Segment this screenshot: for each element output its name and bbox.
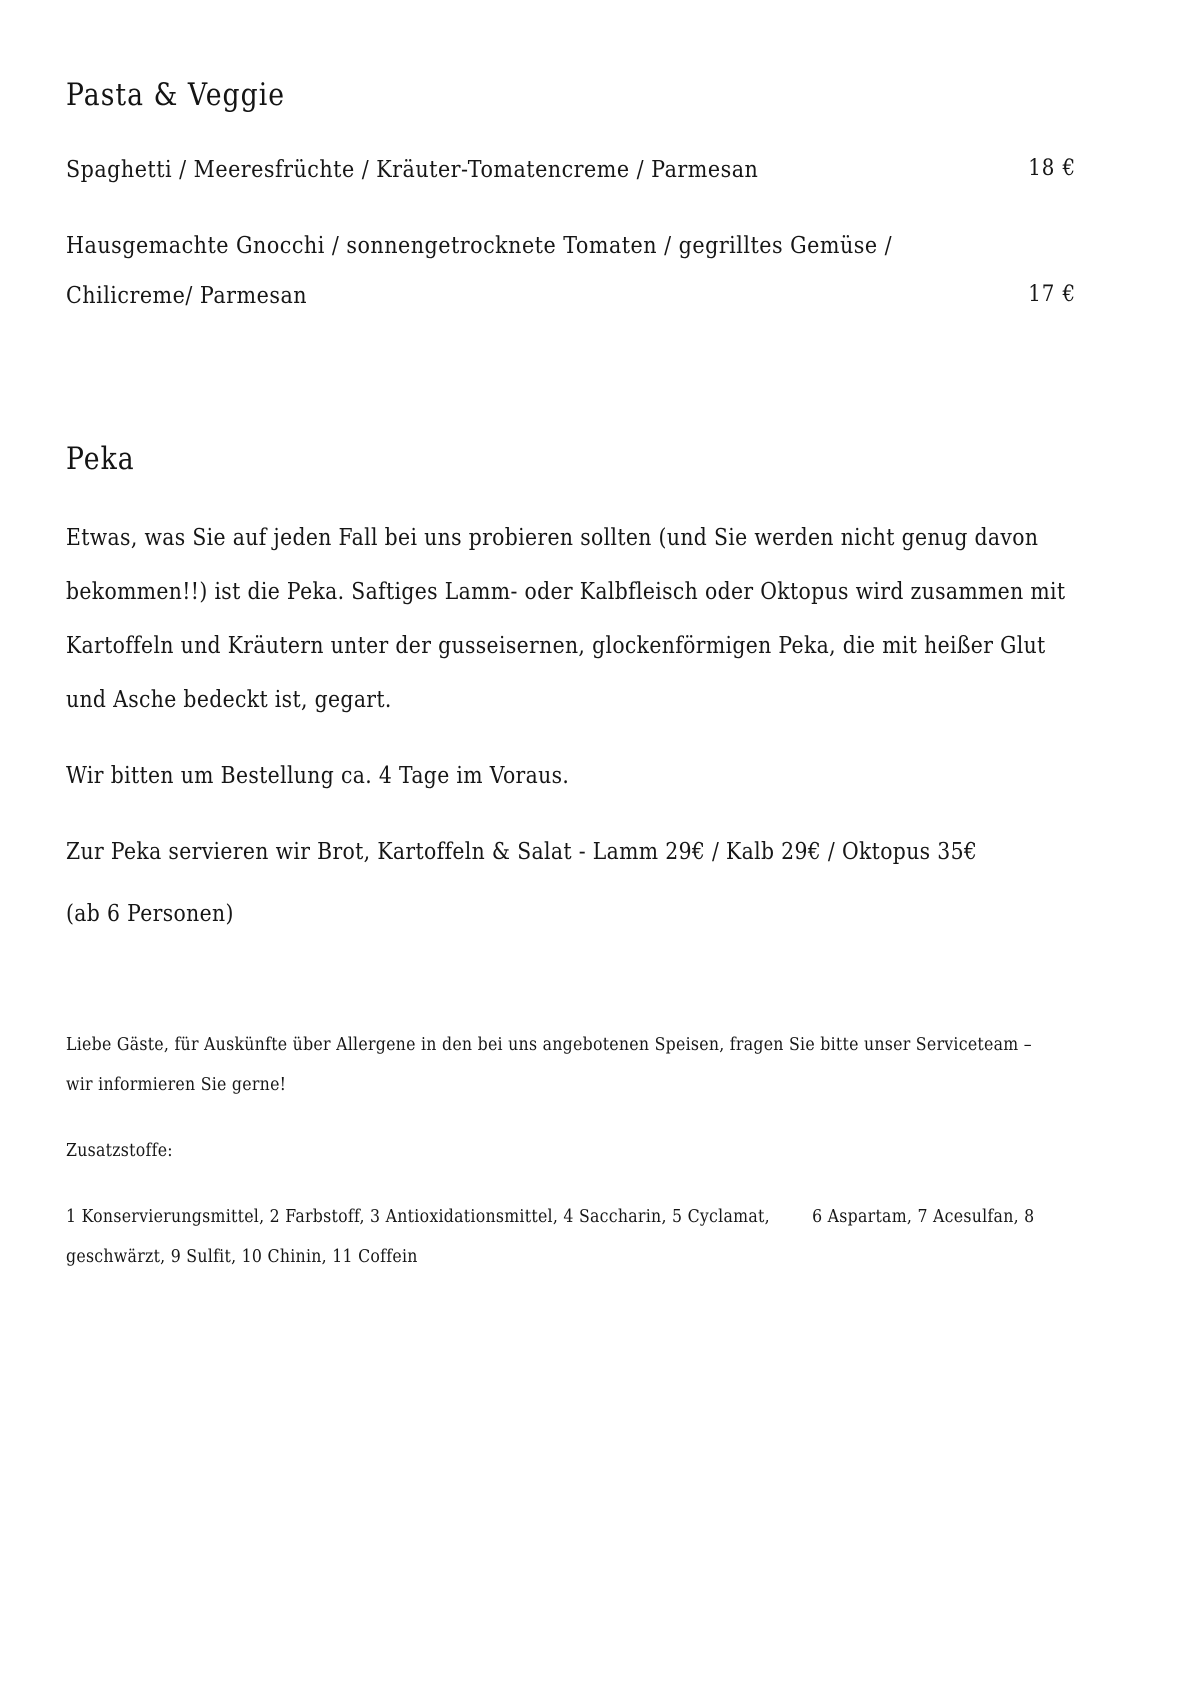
additives-heading: Zusatzstoffe: bbox=[66, 1141, 173, 1162]
dish-price: 18 € bbox=[1028, 155, 1076, 181]
dish-description-continued: Chilicreme/ Parmesan 17 € bbox=[66, 270, 1076, 320]
dish-item bbox=[66, 220, 1076, 320]
dish-description: Hausgemachte Gnocchi / sonnengetrocknete Tomaten / gegrilltes Gemüse / bbox=[66, 230, 893, 259]
dish-description: Spaghetti / Meeresfrüchte / Kräuter-Tomatencreme / Parmesan bbox=[66, 154, 759, 183]
peka-pricing-line: Zur Peka servieren wir Brot, Kartoffeln & Salat - Lamm 29€ / Kalb 29€ / Oktopus 35€ bbox=[66, 839, 978, 866]
footer-spacer bbox=[66, 1105, 1076, 1131]
dish-price: 17 € bbox=[1028, 281, 1076, 307]
peka-minimum-persons: (ab 6 Personen) bbox=[66, 901, 234, 928]
footer-block bbox=[66, 1025, 1076, 1277]
additives-list: 1 Konservierungsmittel, 2 Farbstoff, 3 Antioxidationsmittel, 4 Saccharin, 5 Cyclamat, 6 Aspartam, 7 Acesulfan, 8 geschwärzt, 9 Sulfit, 10 Chinin, 11 Coffein bbox=[66, 1207, 1035, 1268]
peka-order-notice: Wir bitten um Bestellung ca. 4 Tage im Voraus. bbox=[66, 763, 570, 790]
allergen-notice: Liebe Gäste, für Auskünfte über Allergene in den bei uns angebotenen Speisen, fragen Sie bitte unser Serviceteam – wir informieren Sie gerne! bbox=[66, 1035, 1032, 1096]
dish-item bbox=[66, 144, 1076, 194]
footer-spacer bbox=[66, 1171, 1076, 1197]
section-spacer bbox=[66, 346, 1076, 442]
menu-content bbox=[66, 78, 1076, 1277]
section-title-pasta-veggie: Pasta & Veggie bbox=[66, 77, 286, 113]
section-title-peka: Peka bbox=[66, 440, 135, 477]
peka-description: Etwas, was Sie auf jeden Fall bei uns probieren sollten (und Sie werden nicht genug davon bekommen!!) ist die Peka. Saftiges Lamm- oder Kalbfleisch oder Oktopus wird zusammen mit Kartoffeln und Kräutern unter der gusseisernen, glockenförmigen Peka, die mit heißer Glut und Asche bedeckt ist, gegart. bbox=[66, 525, 1066, 714]
